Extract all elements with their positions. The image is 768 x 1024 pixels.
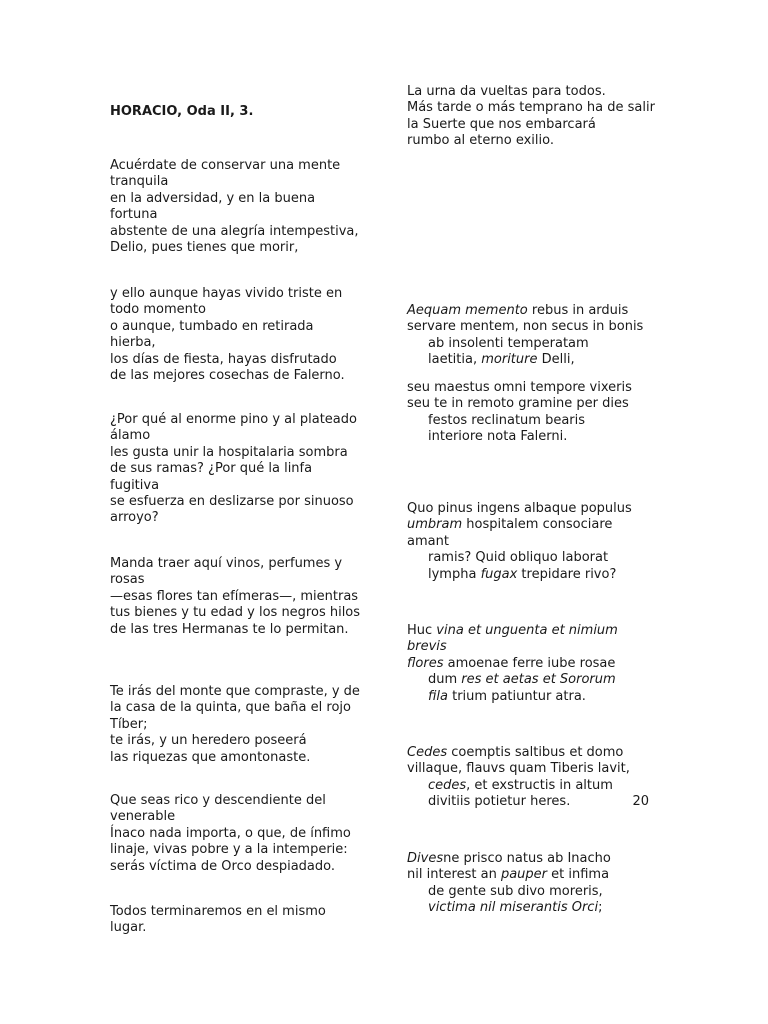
italic-word: flores — [407, 655, 444, 671]
text-segment: , et exstructis in altum — [466, 777, 613, 793]
verse-line — [407, 778, 657, 794]
latin-stanza-4 — [407, 623, 657, 705]
verse-line: Que seas rico y descendiente del venerable — [110, 793, 326, 825]
text-segment: amoenae ferre iube rosae — [443, 655, 616, 671]
verse-line: tus bienes y tu edad y los negros hilos — [110, 605, 361, 621]
italic-word: Aequam memento — [407, 303, 528, 318]
verse-line: linaje, vivas pobre y a la intemperie: — [110, 842, 348, 858]
text-segment: nil interest an — [407, 867, 501, 883]
verse-line: se esfuerza en deslizarse por sinuoso arroyo? — [110, 494, 354, 526]
verse-line: Acuérdate de conservar una mente tranquila — [110, 158, 341, 190]
verse-line: Ínaco nada importa, o que, de ínfimo — [110, 825, 351, 841]
text-segment: villaque, flauvs quam Tiberis lavit, — [407, 761, 630, 777]
verse-line — [407, 623, 657, 656]
line-number: 20 — [632, 794, 649, 810]
verse-line — [407, 429, 657, 445]
latin-stanza-5 — [407, 745, 657, 811]
verse-line: la Suerte que nos embarcará — [407, 116, 596, 132]
text-segment: Huc — [407, 623, 437, 638]
latin-stanza-3 — [407, 501, 657, 583]
spanish-stanza-1 — [110, 158, 362, 256]
spanish-stanza-4 — [110, 556, 362, 638]
verse-line: Manda traer aquí vinos, perfumes y rosas — [110, 556, 343, 588]
latin-stanza-6 — [407, 851, 657, 917]
latin-stanza-2 — [407, 380, 657, 446]
verse-line: de las tres Hermanas te lo permitan. — [110, 621, 349, 637]
text-segment: ; — [598, 900, 603, 916]
text-segment: Quo pinus ingens albaque populus — [407, 501, 632, 516]
text-segment: seu te in remoto gramine per dies — [407, 396, 629, 412]
italic-word: cedes — [428, 777, 467, 793]
verse-line — [407, 745, 657, 761]
text-segment: festos reclinatum bearis — [428, 412, 586, 428]
verse-line — [407, 794, 657, 810]
verse-line — [407, 380, 657, 396]
text-segment: ab insolenti temperatam — [428, 335, 589, 351]
verse-line — [407, 884, 657, 900]
text-segment: trium patiuntur atra. — [447, 688, 586, 704]
text-segment: lympha — [428, 566, 481, 582]
italic-word: res et aetas et Sororum — [461, 672, 616, 688]
italic-word: moriture — [481, 352, 538, 368]
verse-line: serás víctima de Orco despiadado. — [110, 858, 335, 874]
verse-line — [407, 303, 657, 319]
verse-line: las riquezas que amontonaste. — [110, 749, 311, 765]
text-segment: rebus in arduis — [527, 303, 629, 318]
verse-line — [407, 336, 657, 352]
text-segment: interiore nota Falerni. — [428, 429, 568, 445]
text-segment: dum — [428, 672, 462, 688]
text-segment: hospitalem consociare amant — [407, 517, 613, 549]
italic-word: umbram — [407, 517, 463, 533]
text-segment: de gente sub divo moreris, — [428, 883, 603, 899]
latin-stanza-1 — [407, 303, 657, 369]
spanish-stanza-8 — [407, 84, 657, 150]
verse-line: la casa de la quinta, que baña el rojo Tíber; — [110, 700, 351, 732]
verse-line: —esas flores tan efímeras—, mientras — [110, 588, 359, 604]
verse-line: rumbo al eterno exilio. — [407, 133, 554, 149]
verse-line — [407, 413, 657, 429]
verse-line: ¿Por qué al enorme pino y al plateado álamo — [110, 412, 357, 444]
verse-line: Delio, pues tienes que morir, — [110, 240, 299, 256]
text-segment: ramis? Quid obliquo laborat — [428, 550, 609, 566]
text-segment: divitiis potietur heres. — [428, 794, 571, 810]
text-segment: et infima — [547, 867, 610, 883]
text-segment: laetitia, — [428, 352, 482, 368]
spanish-stanza-3 — [110, 412, 362, 527]
verse-line — [407, 396, 657, 412]
poem-title: HORACIO, Oda II, 3. — [110, 104, 254, 119]
italic-word: fugax — [480, 566, 518, 582]
verse-line — [407, 656, 657, 672]
verse-line: o aunque, tumbado en retirada hierba, — [110, 318, 314, 351]
verse-line: de sus ramas? ¿Por qué la linfa fugitiva — [110, 461, 313, 493]
verse-line — [407, 567, 657, 583]
verse-line: Te irás del monte que compraste, y de — [110, 684, 360, 699]
verse-line — [407, 517, 657, 550]
verse-line: les gusta unir la hospitalaria sombra — [110, 444, 348, 460]
spanish-stanza-6 — [110, 793, 362, 875]
italic-word: fila — [428, 688, 448, 704]
text-segment: servare mentem, non secus in bonis — [407, 319, 644, 335]
verse-line: de las mejores cosechas de Falerno. — [110, 368, 345, 384]
spanish-stanza-2 — [110, 286, 362, 384]
verse-line — [407, 352, 657, 368]
spanish-stanza-7 — [110, 904, 362, 937]
verse-line — [407, 851, 657, 867]
verse-line: en la adversidad, y en la buena fortuna — [110, 190, 316, 223]
verse-line — [407, 900, 657, 916]
verse-line — [407, 689, 657, 705]
verse-line: te irás, y un heredero poseerá — [110, 733, 307, 749]
text-segment: seu maestus omni tempore vixeris — [407, 380, 632, 395]
verse-line: Más tarde o más temprano ha de salir — [407, 100, 655, 116]
verse-line — [407, 867, 657, 883]
verse-line — [407, 761, 657, 777]
verse-line — [407, 672, 657, 688]
verse-line: Todos terminaremos en el mismo lugar. — [110, 904, 326, 936]
verse-line — [407, 501, 657, 517]
text-segment: Delli, — [537, 352, 575, 368]
italic-word: Dives — [407, 851, 444, 866]
text-segment: ne prisco natus ab Inacho — [443, 851, 611, 866]
verse-line — [407, 319, 657, 335]
italic-word: pauper — [500, 867, 548, 883]
verse-line: y ello aunque hayas vivido triste en todo momento — [110, 286, 343, 318]
verse-line: los días de fiesta, hayas disfrutado — [110, 351, 337, 367]
italic-word: vina et unguenta et nimium brevis — [407, 623, 618, 655]
text-segment: trepidare rivo? — [517, 566, 617, 582]
verse-line: abstente de una alegría intempestiva, — [110, 223, 359, 239]
verse-line — [407, 550, 657, 566]
verse-line: La urna da vueltas para todos. — [407, 84, 606, 99]
italic-word: victima nil miserantis Orci — [428, 900, 599, 916]
spanish-stanza-5 — [110, 684, 362, 766]
text-segment: coemptis saltibus et domo — [447, 745, 624, 760]
italic-word: Cedes — [407, 745, 448, 760]
